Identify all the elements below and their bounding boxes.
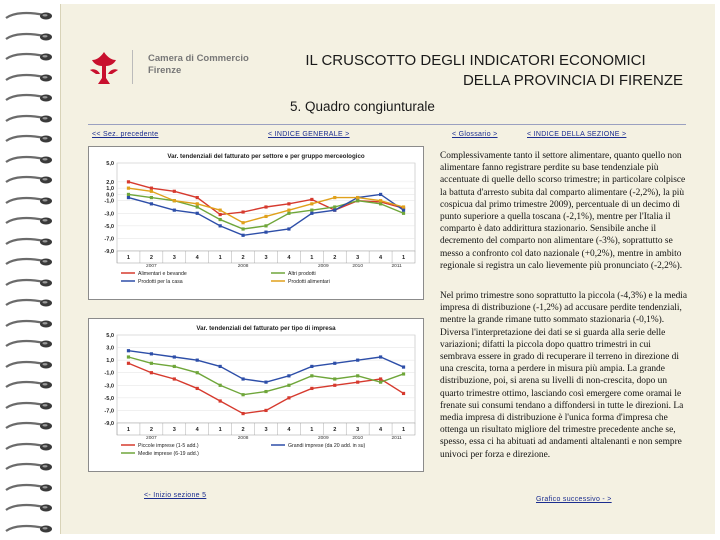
spiral-ring	[4, 398, 54, 408]
section-start-link[interactable]: <- Inizio sezione 5	[144, 492, 207, 499]
section-index-link[interactable]: < INDICE DELLA SEZIONE >	[527, 131, 627, 138]
data-point	[333, 209, 336, 212]
data-point	[150, 202, 153, 205]
data-point	[264, 381, 267, 384]
x-tick-label: 3	[172, 255, 176, 261]
x-tick-label: 4	[379, 255, 383, 261]
x-tick-label: 3	[264, 255, 268, 261]
data-point	[219, 213, 222, 216]
data-point	[127, 180, 130, 183]
data-point	[264, 409, 267, 412]
data-point	[196, 196, 199, 199]
data-point	[241, 234, 244, 237]
data-point	[127, 349, 130, 352]
data-point	[241, 377, 244, 380]
y-tick-label: 5,0	[106, 333, 114, 339]
y-tick-label: -7,0	[104, 408, 114, 415]
spiral-ring	[4, 500, 54, 510]
data-point	[287, 202, 290, 205]
legend-label: Prodotti per la casa	[138, 279, 183, 285]
y-tick-label: -5,0	[104, 395, 114, 402]
data-point	[310, 212, 313, 215]
spiral-ring	[4, 295, 54, 305]
data-point	[310, 365, 313, 368]
x-tick-label: 4	[195, 427, 199, 433]
spiral-ring	[4, 357, 54, 367]
data-point	[333, 196, 336, 199]
data-point	[241, 210, 244, 213]
data-point	[402, 372, 405, 375]
x-tick-label: 2	[149, 427, 153, 433]
data-point	[264, 224, 267, 227]
data-point	[402, 365, 405, 368]
x-tick-label: 1	[310, 427, 314, 433]
page-title-line1: IL CRUSCOTTO DEGLI INDICATORI ECONOMICI	[305, 52, 646, 69]
data-point	[402, 212, 405, 215]
spiral-ring	[4, 8, 54, 18]
logo-text-line1: Camera di Commercio	[148, 53, 249, 64]
spiral-ring	[4, 111, 54, 121]
spiral-ring	[4, 172, 54, 182]
data-point	[219, 365, 222, 368]
year-label: 2011	[391, 436, 402, 441]
data-point	[287, 212, 290, 215]
data-point	[127, 362, 130, 365]
previous-section-link[interactable]: << Sez. precedente	[92, 131, 159, 138]
data-point	[173, 377, 176, 380]
data-point	[379, 381, 382, 384]
data-point	[219, 218, 222, 221]
data-point	[241, 221, 244, 224]
x-tick-label: 1	[218, 427, 222, 433]
data-point	[264, 205, 267, 208]
x-tick-label: 3	[264, 427, 268, 433]
x-tick-label: 3	[356, 255, 360, 261]
x-tick-label: 4	[287, 255, 291, 261]
data-point	[219, 209, 222, 212]
data-point	[379, 193, 382, 196]
x-tick-label: 1	[401, 255, 406, 261]
chart-sector-turnover	[88, 146, 424, 300]
data-point	[310, 387, 313, 390]
data-point	[287, 209, 290, 212]
y-tick-label: -5,0	[104, 223, 114, 230]
data-point	[264, 231, 267, 234]
data-point	[127, 193, 130, 196]
x-tick-label: 4	[379, 427, 383, 433]
data-point	[173, 355, 176, 358]
y-tick-label: 1,0	[106, 358, 114, 365]
x-tick-label: 2	[333, 427, 337, 433]
data-point	[310, 209, 313, 212]
year-label: 2009	[317, 436, 329, 441]
spiral-ring	[4, 418, 54, 428]
data-point	[402, 205, 405, 208]
commentary-paragraph-1: Complessivamente tanto il settore alimentare, quanto quello non alimentare fanno registrare perdite su base tendenziale più accentuate di quelle dello scorso trimestre; in particolare colpisce la battuta d'arresto subita dal comparto alimentare (-2,2%), la più cospicua dal primo trimestre 2009), percentuale di un decimo di punto superiore a quella toscana (-2,1%), mentre per l'Italia il comparto è dato addirittura stazionario. Sensibile anche il decremento del comparto non alimentare (-3%), soprattutto se messo a confronto col dato nazionale (+0,2%), mentre in ambito regionale si registra un calo lievemente più pronunciato (-2,2%).	[440, 151, 686, 271]
x-tick-label: 2	[241, 427, 245, 433]
page-title-line2: DELLA PROVINCIA DI FIRENZE	[462, 72, 683, 89]
y-tick-label: 3,0	[106, 345, 114, 352]
data-point	[241, 412, 244, 415]
x-tick-label: 1	[401, 427, 406, 433]
spiral-ring	[4, 439, 54, 449]
spiral-ring	[4, 131, 54, 141]
spiral-ring	[4, 316, 54, 326]
spiral-ring	[4, 213, 54, 223]
data-point	[333, 205, 336, 208]
chart-title: Var. tendenziali del fatturato per tipo di impresa	[196, 325, 336, 332]
data-point	[264, 390, 267, 393]
year-label: 2010	[352, 436, 364, 441]
year-label: 2007	[146, 436, 157, 441]
y-tick-label: -3,0	[104, 383, 114, 390]
data-point	[150, 362, 153, 365]
spiral-ring	[4, 49, 54, 59]
data-point	[310, 198, 313, 201]
year-label: 2007	[146, 264, 157, 269]
legend-label: Medie imprese (6-19 add.)	[138, 451, 199, 457]
section-subtitle: 5. Quadro congiunturale	[290, 99, 435, 114]
data-point	[127, 196, 130, 199]
x-tick-label: 1	[126, 427, 131, 433]
y-tick-label: -1,0	[104, 370, 114, 377]
data-point	[196, 387, 199, 390]
data-point	[196, 212, 199, 215]
spiral-ring	[4, 336, 54, 346]
data-point	[173, 365, 176, 368]
data-point	[310, 202, 313, 205]
data-point	[127, 187, 130, 190]
y-tick-label: 0,0	[106, 192, 114, 199]
x-tick-label: 1	[310, 255, 314, 261]
year-label: 2011	[391, 264, 402, 269]
x-tick-label: 4	[195, 255, 199, 261]
spiral-ring	[4, 70, 54, 80]
data-point	[402, 392, 405, 395]
data-point	[173, 209, 176, 212]
data-point	[379, 355, 382, 358]
general-index-link[interactable]: < INDICE GENERALE >	[268, 131, 350, 138]
data-point	[241, 393, 244, 396]
y-tick-label: -3,0	[104, 211, 114, 218]
data-point	[379, 202, 382, 205]
data-point	[219, 399, 222, 402]
data-point	[356, 359, 359, 362]
x-tick-label: 2	[149, 255, 153, 261]
data-point	[173, 190, 176, 193]
data-point	[196, 202, 199, 205]
year-label: 2009	[317, 264, 329, 269]
legend-label: Altri prodotti	[288, 271, 316, 277]
data-point	[127, 355, 130, 358]
spiral-ring	[4, 459, 54, 469]
chart-title: Var. tendenziali del fatturato per settore e per gruppo merceologico	[167, 153, 365, 160]
data-point	[219, 224, 222, 227]
data-point	[219, 384, 222, 387]
legend-label: Grandi imprese (da 20 add. in su)	[288, 443, 366, 449]
y-tick-label: -9,0	[104, 249, 114, 255]
data-point	[287, 374, 290, 377]
data-point	[264, 215, 267, 218]
logo-text-line2: Firenze	[148, 65, 182, 76]
y-tick-label: -1,0	[104, 198, 114, 205]
spiral-ring	[4, 254, 54, 264]
x-tick-label: 3	[172, 427, 176, 433]
y-tick-label: -7,0	[104, 236, 114, 243]
data-point	[173, 199, 176, 202]
data-point	[287, 384, 290, 387]
data-point	[150, 190, 153, 193]
spiral-binding	[0, 0, 58, 540]
data-point	[150, 371, 153, 374]
data-point	[333, 384, 336, 387]
spiral-ring	[4, 90, 54, 100]
data-point	[241, 227, 244, 230]
x-tick-label: 1	[126, 255, 131, 261]
data-point	[333, 362, 336, 365]
legend-label: Prodotti alimentari	[288, 279, 330, 285]
spiral-ring	[4, 521, 54, 531]
y-tick-label: 1,0	[106, 186, 114, 193]
data-point	[356, 374, 359, 377]
data-point	[356, 196, 359, 199]
spiral-ring	[4, 234, 54, 244]
year-label: 2010	[352, 264, 364, 269]
legend-label: Piccole imprese (1-5 add.)	[138, 443, 199, 449]
commentary-paragraph-2: Nel primo trimestre sono soprattutto la piccola (-4,3%) e la media impresa di distribuzione (-1,2%) ad accusare perdite tendenziali, mentre la grande rimane tutto sommato stazionaria (-0,1%). Diversa l'interpretazione dei dati se si guarda alla serie delle variazioni; difatti la piccola dopo quattro trimestri in cui sembrava essere in grado di recuperare il terreno in direzione di una crescita, torna a perdere in misura più ampia. La grande distribuzione, poi, si arena su livelli di non-crescita, dopo un quarto trimestre ottimo, lasciando così emergere come oramai le frenate sui consumi tendano a diffondersi in tutte le direzioni. La media impresa di distribuzione è l'unica forma d'impresa che ottenga un risultato migliore del trimestre precedente anche se, spesso, essa ci ha abituati ad andamenti altalenanti e non sempre univoci per forza e direzione.	[440, 291, 688, 460]
data-point	[310, 374, 313, 377]
x-tick-label: 4	[287, 427, 291, 433]
glossary-link[interactable]: < Glossario >	[452, 131, 498, 138]
legend-label: Alimentari e bevande	[138, 271, 187, 277]
chart-company-type-turnover	[88, 318, 424, 472]
x-tick-label: 2	[241, 255, 245, 261]
data-point	[379, 199, 382, 202]
data-point	[379, 377, 382, 380]
year-label: 2008	[237, 436, 249, 441]
spiral-ring	[4, 193, 54, 203]
x-tick-label: 2	[333, 255, 337, 261]
data-point	[150, 352, 153, 355]
data-point	[287, 396, 290, 399]
data-point	[333, 377, 336, 380]
spiral-ring	[4, 480, 54, 490]
spiral-ring	[4, 152, 54, 162]
year-label: 2008	[237, 264, 249, 269]
data-point	[150, 187, 153, 190]
y-tick-label: -9,0	[104, 421, 114, 427]
data-point	[196, 205, 199, 208]
data-point	[196, 371, 199, 374]
y-tick-label: 5,0	[106, 161, 114, 167]
spiral-ring	[4, 29, 54, 39]
data-point	[356, 381, 359, 384]
next-chart-link[interactable]: Grafico successivo - >	[536, 496, 612, 503]
data-point	[287, 227, 290, 230]
x-tick-label: 1	[218, 255, 222, 261]
spiral-ring	[4, 377, 54, 387]
x-tick-label: 3	[356, 427, 360, 433]
y-tick-label: 2,0	[106, 179, 114, 186]
data-point	[150, 196, 153, 199]
header-divider	[88, 124, 686, 125]
data-point	[356, 199, 359, 202]
data-point	[196, 359, 199, 362]
data-point	[402, 209, 405, 212]
spiral-ring	[4, 275, 54, 285]
